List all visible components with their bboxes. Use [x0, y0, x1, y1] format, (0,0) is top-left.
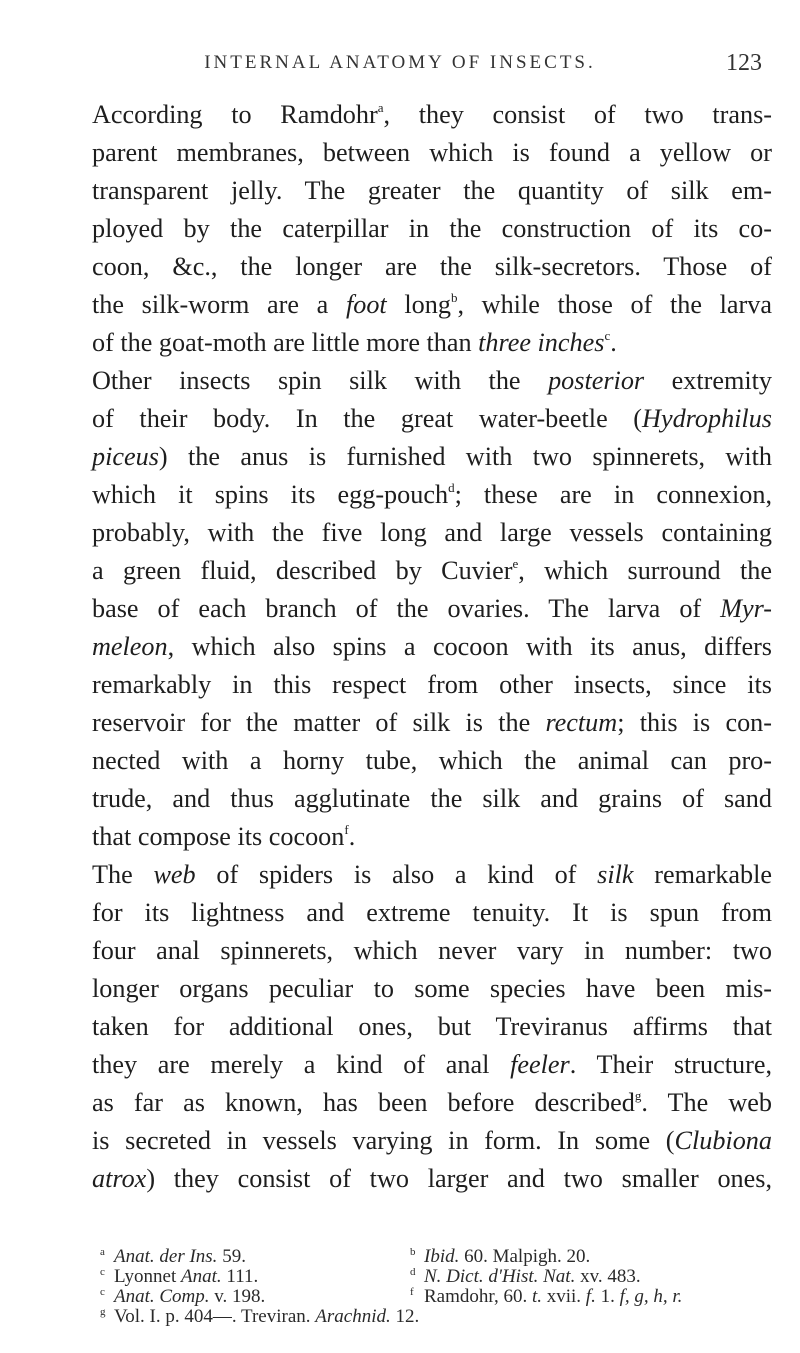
text-line: which it spins its egg-pouch$^d$; these are in connexion, — [92, 480, 772, 509]
footnote-ref: f — [344, 822, 349, 837]
text-line: nected with a horny tube, which the animal can pro- — [92, 746, 772, 775]
text-line: of the goat-moth are little more than three inches$^c$. — [92, 328, 617, 357]
body-text — [92, 96, 772, 1198]
text-line: atrox) they consist of two larger and two smaller ones, — [92, 1164, 772, 1193]
text-line: of their body. In the great water-beetle (Hydrophilus — [92, 404, 772, 433]
text-line: that compose its cocoon$^f$. — [92, 822, 356, 851]
page-number: 123 — [726, 50, 762, 76]
text-line: The web of spiders is also a kind of silk remarkable — [92, 860, 772, 889]
text-line: base of each branch of the ovaries. The larva of Myr- — [92, 594, 772, 623]
text-line: probably, with the five long and large vessels containing — [92, 518, 772, 547]
footnote-ref: e — [512, 556, 519, 571]
footnote-e: c Anat. Comp. v. 198. — [100, 1286, 266, 1307]
footnote-f: f Ramdohr, 60. t. xvii. f. 1. f, g, h, r. — [410, 1286, 683, 1307]
footnote-ref: b — [450, 290, 458, 305]
text-line: for its lightness and extreme tenuity. It is spun from — [92, 898, 772, 927]
text-line: piceus) the anus is furnished with two spinnerets, with — [92, 442, 772, 471]
footnote-row — [100, 1262, 780, 1287]
text-line: they are merely a kind of anal feeler. Their structure, — [92, 1050, 772, 1079]
text-line: a green fluid, described by Cuvier$^e$, which surround the — [92, 556, 772, 585]
footnote-row — [100, 1242, 780, 1267]
text-line: the silk-worm are a foot long$^b$, while those of the larva — [92, 290, 772, 319]
text-line: According to Ramdohr$^a$, they consist of two trans- — [92, 100, 772, 129]
text-line: is secreted in vessels varying in form. In some (Clubiona — [92, 1126, 772, 1155]
running-head — [0, 52, 800, 82]
footnote-g: g Vol. I. p. 404—. Treviran. Arachnid. 12. — [100, 1306, 420, 1327]
text-line: Other insects spin silk with the posterior extremity — [92, 366, 772, 395]
footnote-ref: a — [377, 100, 384, 115]
text-line: four anal spinnerets, which never vary in number: two — [92, 936, 772, 965]
footnote-ref: c — [604, 328, 611, 343]
text-line: parent membranes, between which is found a yellow or — [92, 138, 772, 167]
footnote-c: c Lyonnet Anat. 111. — [100, 1266, 259, 1287]
footnote-a: a Anat. der Ins. 59. — [100, 1246, 246, 1267]
text-line: trude, and thus agglutinate the silk and grains of sand — [92, 784, 772, 813]
text-line: longer organs peculiar to some species have been mis- — [92, 974, 772, 1003]
footnote-ref: d — [448, 480, 455, 495]
footnote-d: d N. Dict. d'Hist. Nat. xv. 483. — [410, 1266, 641, 1287]
text-line: coon, &c., the longer are the silk-secretors. Those of — [92, 252, 772, 281]
footnote-row — [100, 1282, 780, 1307]
footnote-ref: g — [634, 1088, 642, 1103]
footnotes — [100, 1242, 780, 1327]
text-line: as far as known, has been before described$^g$. The web — [92, 1088, 772, 1117]
text-line: remarkably in this respect from other insects, since its — [92, 670, 772, 699]
running-head-title: INTERNAL ANATOMY OF INSECTS. — [204, 52, 596, 73]
footnote-b: b Ibid. 60. Malpigh. 20. — [410, 1246, 591, 1267]
text-line: transparent jelly. The greater the quantity of silk em- — [92, 176, 772, 205]
text-line: ployed by the caterpillar in the construction of its co- — [92, 214, 772, 243]
text-line: meleon, which also spins a cocoon with its anus, differs — [92, 632, 772, 661]
text-line: taken for additional ones, but Treviranus affirms that — [92, 1012, 772, 1041]
text-line: reservoir for the matter of silk is the rectum; this is con- — [92, 708, 772, 737]
